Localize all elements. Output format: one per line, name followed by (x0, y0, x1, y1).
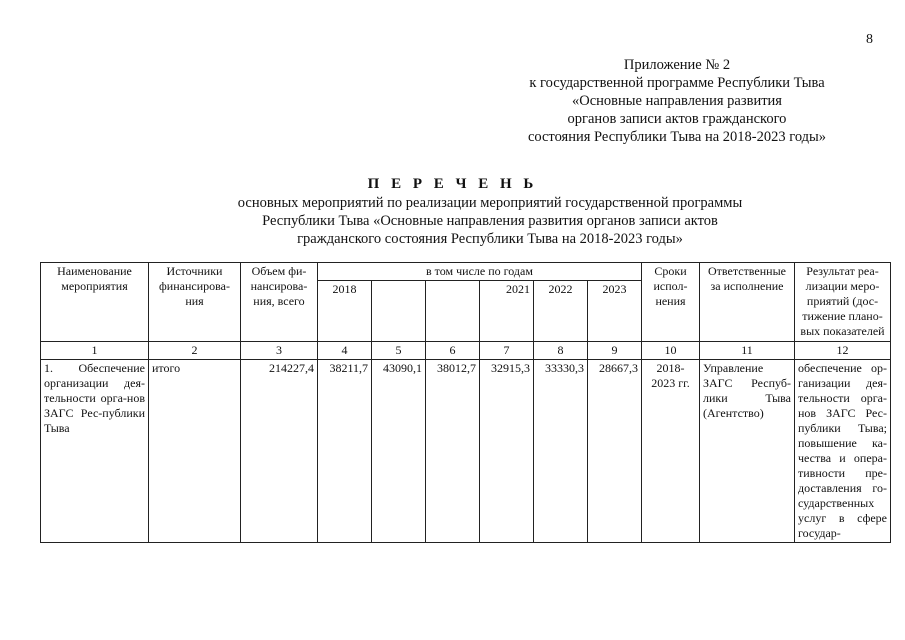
year-value: 33330,3 (534, 360, 588, 543)
header-terms: Сроки испол-нения (642, 263, 700, 342)
document-subtitle (190, 194, 790, 248)
appendix-line: к государственной программе Республики Тыва (529, 75, 825, 91)
execution-term: 2018-2023 гг. (642, 360, 700, 543)
year-value: 38211,7 (318, 360, 372, 543)
appendix-line: состояния Республики Тыва на 2018-2023 годы» (527, 129, 827, 145)
header-sources: Источники финансирова-ния (149, 263, 241, 342)
year-value: 43090,1 (372, 360, 426, 543)
header-year: 2022 (534, 281, 588, 342)
column-number: 7 (480, 342, 534, 360)
header-name: Наименование мероприятия (41, 263, 149, 342)
measures-table (40, 262, 891, 543)
column-number: 1 (41, 342, 149, 360)
column-number: 4 (318, 342, 372, 360)
column-number: 11 (700, 342, 795, 360)
expected-result: обеспечение ор-ганизации дея-тельности орга-нов ЗАГС Рес-публики Тыва; повышение ка-чества и опера-тивности пре-доставления го-сударственных услуг в сфере государ- (795, 360, 891, 543)
header-year: 2018 (318, 281, 372, 342)
column-number: 3 (241, 342, 318, 360)
appendix-line: «Основные направления развития (572, 93, 782, 109)
financing-source: итого (149, 360, 241, 543)
header-year: 2021 (480, 281, 534, 342)
appendix-line: органов записи актов гражданского (567, 111, 787, 127)
column-number: 9 (588, 342, 642, 360)
page-number: 8 (866, 32, 873, 47)
subtitle-line: гражданского состояния Республики Тыва на 2018-2023 годы» (297, 231, 683, 247)
header-year (372, 281, 426, 342)
column-number: 10 (642, 342, 700, 360)
column-number: 2 (149, 342, 241, 360)
appendix-header (487, 56, 867, 146)
subtitle-line: основных мероприятий по реализации мероприятий государственной программы (237, 195, 743, 211)
header-volume: Объем фи-нансирова-ния, всего (241, 263, 318, 342)
financing-total: 214227,4 (241, 360, 318, 543)
column-number: 12 (795, 342, 891, 360)
header-year (426, 281, 480, 342)
responsible-party: Управление ЗАГС Респуб-лики Тыва (Агентство) (700, 360, 795, 543)
header-year: 2023 (588, 281, 642, 342)
table-row (41, 360, 891, 543)
column-number: 6 (426, 342, 480, 360)
header-by-years: в том числе по годам (318, 263, 642, 281)
measure-name: 1. Обеспечение организации дея-тельности орга-нов ЗАГС Рес-публики Тыва (41, 360, 149, 543)
header-result: Результат реа-лизации меро-приятий (дос-тижение плано-вых показателей (795, 263, 891, 342)
appendix-line: Приложение № 2 (623, 57, 731, 73)
subtitle-line: Республики Тыва «Основные направления развития органов записи актов (262, 213, 718, 229)
year-value: 38012,7 (426, 360, 480, 543)
column-number: 5 (372, 342, 426, 360)
column-number: 8 (534, 342, 588, 360)
year-value: 28667,3 (588, 360, 642, 543)
header-responsible: Ответственные за исполнение (700, 263, 795, 342)
year-value: 32915,3 (480, 360, 534, 543)
document-title: П Е Р Е Ч Е Н Ь (367, 176, 538, 192)
